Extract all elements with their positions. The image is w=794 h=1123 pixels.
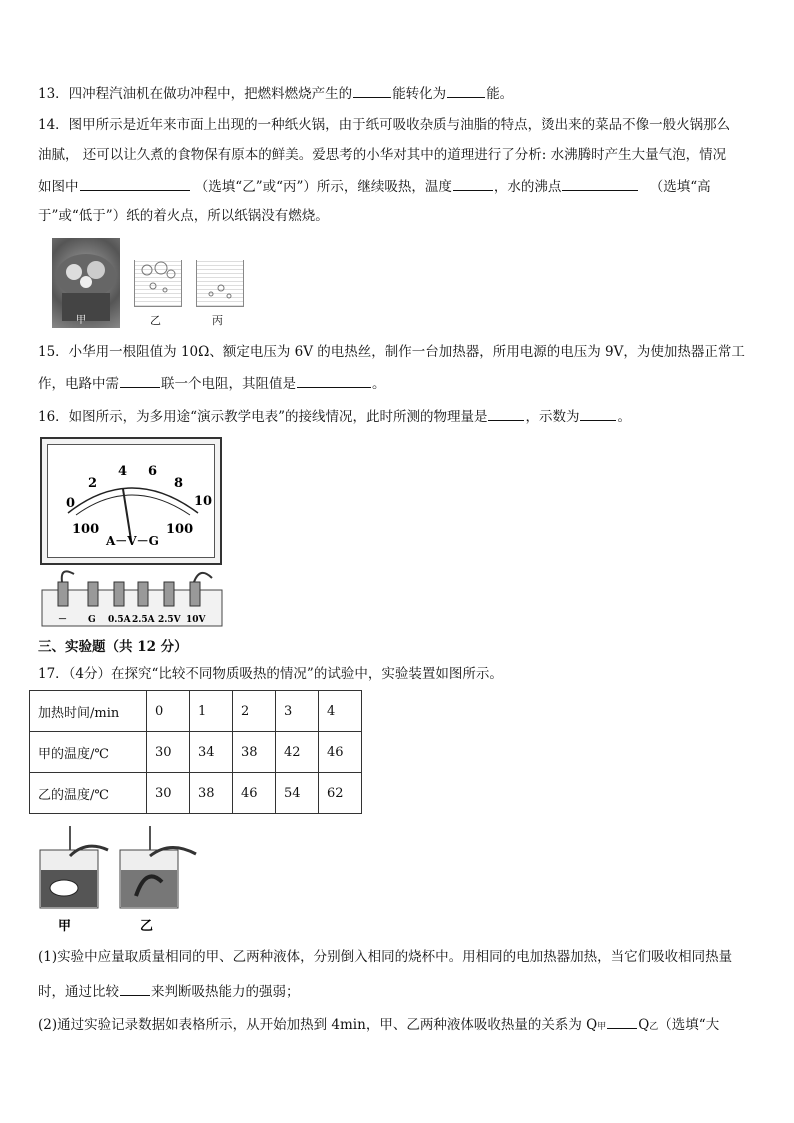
table-cell: 46 <box>233 773 276 814</box>
question-13: 13．四冲程汽油机在做功冲程中，把燃料燃烧产生的 能转化为 能。 <box>38 83 513 103</box>
answer-blank <box>447 83 485 98</box>
question-17-part1-line2: 时，通过比较 来判断吸热能力的强弱； <box>38 981 300 1001</box>
question-15-line2: 作，电路中需 联一个电阻，其阻值是 。 <box>38 373 386 393</box>
meter-dial <box>48 445 214 557</box>
figure-label-jia: 甲 <box>76 315 86 326</box>
beakers-illustration <box>36 826 216 936</box>
table-cell: 30 <box>147 773 190 814</box>
paper-hotpot-figure <box>52 238 252 330</box>
question-14-line3: 如图中 （选填“乙”或“丙”）所示，继续吸热，温度 ，水的沸点 （选填“高 <box>38 176 711 196</box>
terminal-board <box>40 570 225 630</box>
question-17-intro: 17．（4分）在探究“比较不同物质吸热的情况”的试验中，实验装置如图所示。 <box>38 666 503 682</box>
table-cell: 2 <box>233 691 276 732</box>
table-cell: 3 <box>276 691 319 732</box>
terminal-illustration <box>40 570 225 630</box>
question-16: 16．如图所示，为多用途“演示教学电表”的接线情况，此时所测的物理量是 ，示数为 。 <box>38 406 631 426</box>
tick-label: 100 <box>72 522 100 537</box>
figure-label-yi: 乙 <box>150 314 161 327</box>
answer-blank <box>580 406 616 421</box>
meter-face <box>47 444 215 558</box>
terminal-label: 2.5A <box>132 615 155 625</box>
demo-meter <box>40 437 222 565</box>
bubbles-icon <box>135 260 181 306</box>
answer-blank <box>607 1014 637 1029</box>
table-cell: 0 <box>147 691 190 732</box>
tick-label: 6 <box>148 464 158 479</box>
table-cell: 62 <box>319 773 362 814</box>
table-row <box>30 773 362 814</box>
table-row <box>30 691 362 732</box>
terminal-label: － <box>58 615 68 625</box>
section-heading: 三、实验题（共 12 分） <box>38 639 188 655</box>
table-cell: 4 <box>319 691 362 732</box>
tick-label: 4 <box>118 464 128 479</box>
question-14-line2: 油腻， 还可以让久煮的食物保有原本的鲜美。爱思考的小华对其中的道理进行了分析: 水沸腾时产生大量气泡，情况 <box>38 147 727 163</box>
temperature-table <box>29 690 362 814</box>
question-14-line4: 于”或“低于”）纸的着火点，所以纸锅没有燃烧。 <box>38 208 329 224</box>
table-row <box>30 732 362 773</box>
answer-blank <box>120 981 150 996</box>
beaker-bing <box>196 260 244 307</box>
meter-needle <box>123 489 131 540</box>
figure-label-yi: 乙 <box>140 919 154 934</box>
beakers-figure <box>36 826 216 936</box>
table-cell: 38 <box>190 773 233 814</box>
answer-blank <box>120 373 160 388</box>
question-17-part1-line1: (1)实验中应量取质量相同的甲、乙两种液体，分别倒入相同的烧杯中。用相同的电加热器加热，当它们吸收相同热量 <box>38 949 733 965</box>
answer-blank <box>562 176 638 191</box>
table-cell: 30 <box>147 732 190 773</box>
terminal-label: 10V <box>186 615 206 625</box>
tick-label: 0 <box>66 496 76 511</box>
tick-label: 2 <box>88 476 98 491</box>
tick-label: 8 <box>174 476 184 491</box>
table-cell: 54 <box>276 773 319 814</box>
table-cell: 42 <box>276 732 319 773</box>
figure-label-jia: 甲 <box>58 919 72 934</box>
table-cell: 46 <box>319 732 362 773</box>
beaker-yi <box>134 260 182 307</box>
bubbles-icon <box>197 260 243 306</box>
hotpot-illustration <box>52 238 120 328</box>
question-17-part2: (2)通过实验记录数据如表格所示，从开始加热到 4min，甲、乙两种液体吸收热量的关系为 Q甲 Q乙（选填“大 <box>38 1014 719 1036</box>
question-15-line1: 15．小华用一根阻值为 10Ω、额定电压为 6V 的电热丝，制作一台加热器，所用电源的电压为 9V，为使加热器正常工 <box>38 344 745 360</box>
answer-blank <box>488 406 524 421</box>
table-cell: 甲的温度/℃ <box>30 732 147 773</box>
terminal-label: 2.5V <box>158 615 181 625</box>
tick-label: 100 <box>166 522 194 537</box>
answer-blank <box>453 176 493 191</box>
answer-blank <box>80 176 190 191</box>
paper-hotpot-photo <box>52 238 120 328</box>
table-cell: 1 <box>190 691 233 732</box>
terminal-label: G <box>88 615 96 625</box>
table-cell: 加热时间/min <box>30 691 147 732</box>
answer-blank <box>353 83 391 98</box>
table-cell: 38 <box>233 732 276 773</box>
table-cell: 乙的温度/℃ <box>30 773 147 814</box>
question-14-line1: 14．图甲所示是近年来市面上出现的一种纸火锅，由于纸可吸收杂质与油脂的特点，烫出来的菜品不像一般火锅那么 <box>38 117 731 133</box>
figure-label-bing: 丙 <box>212 314 223 327</box>
meter-type-label: A－V－G <box>106 534 159 548</box>
table-cell: 34 <box>190 732 233 773</box>
answer-blank <box>297 373 371 388</box>
terminal-label: 0.5A <box>108 615 131 625</box>
tick-label: 10 <box>194 494 213 509</box>
